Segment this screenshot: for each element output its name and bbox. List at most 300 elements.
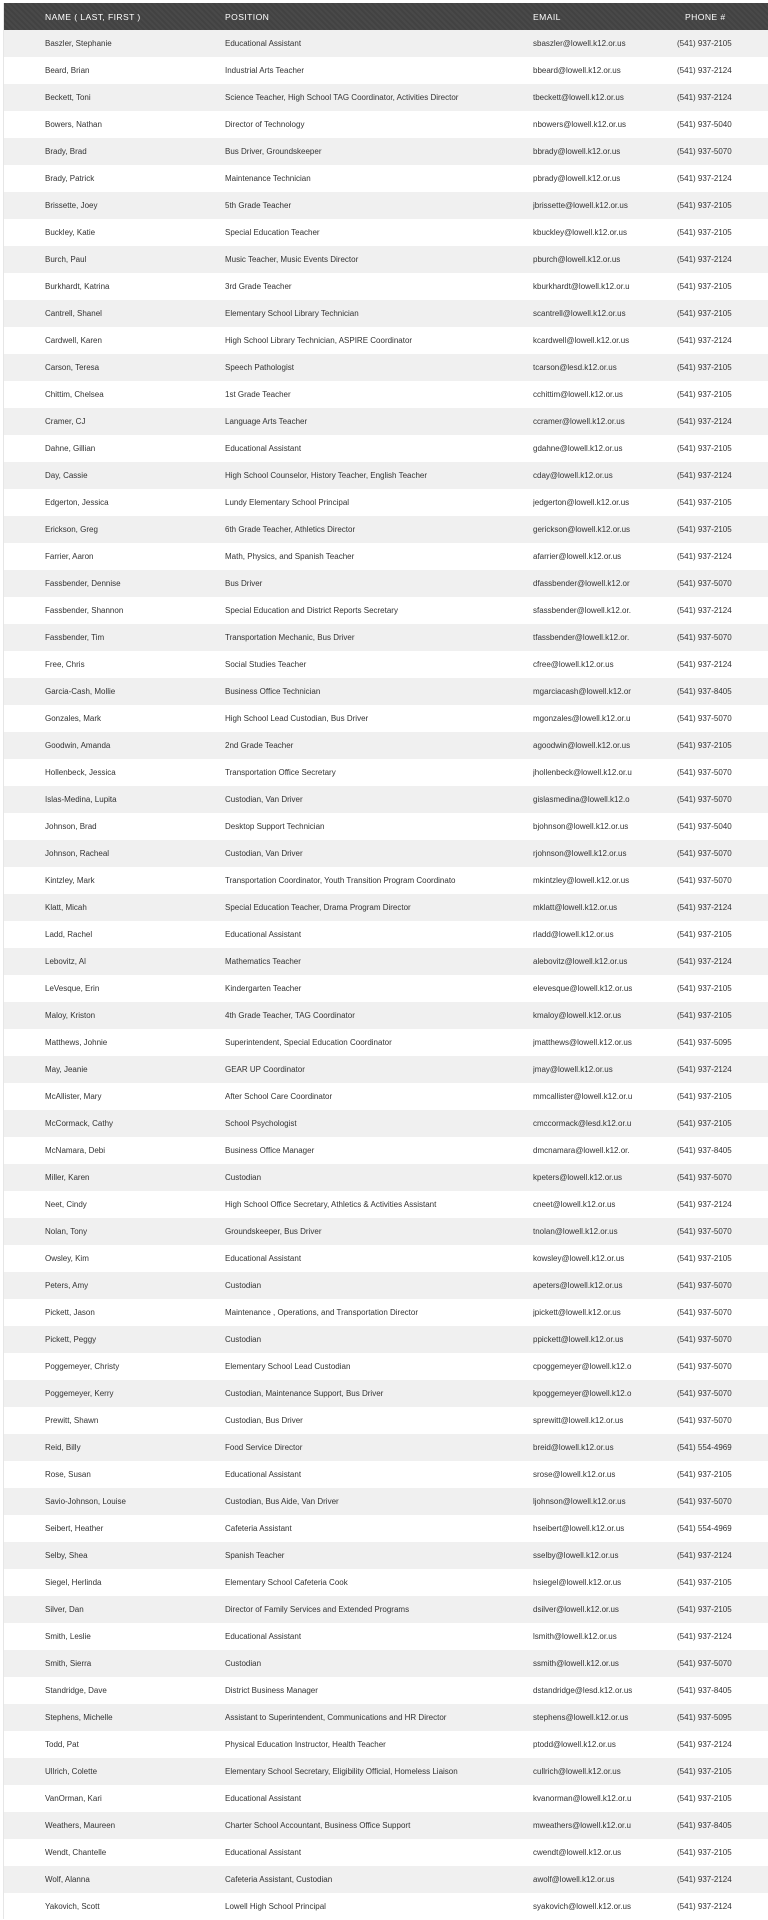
staff-email-link[interactable]: ljohnson@lowell.k12.or.us — [533, 1497, 626, 1506]
staff-email-link[interactable]: cmccormack@lesd.k12.or.u — [533, 1119, 632, 1128]
staff-name: Free, Chris — [45, 660, 85, 669]
table-row — [4, 1488, 768, 1515]
staff-phone: (541) 937-2124 — [677, 174, 732, 183]
staff-name: Hollenbeck, Jessica — [45, 768, 116, 777]
staff-position: Educational Assistant — [225, 1254, 302, 1263]
staff-phone: (541) 937-2105 — [677, 525, 732, 534]
staff-email-link[interactable]: kpeters@lowell.k12.or.us — [533, 1173, 623, 1182]
staff-email-link[interactable]: jedgerton@lowell.k12.or.us — [533, 498, 630, 507]
table-row — [4, 462, 768, 489]
staff-phone: (541) 937-5070 — [677, 579, 732, 588]
staff-email-link[interactable]: apeters@lowell.k12.or.us — [533, 1281, 623, 1290]
staff-email-link[interactable]: pbrady@lowell.k12.or.us — [533, 174, 621, 183]
staff-email-link[interactable]: mweathers@lowell.k12.or.u — [533, 1821, 631, 1830]
staff-position: Custodian, Bus Driver — [225, 1416, 303, 1425]
staff-position: Educational Assistant — [225, 1794, 302, 1803]
staff-position: Social Studies Teacher — [225, 660, 307, 669]
table-row — [4, 597, 768, 624]
staff-position: 6th Grade Teacher, Athletics Director — [225, 525, 356, 534]
staff-position: Superintendent, Special Education Coordinator — [225, 1038, 392, 1047]
staff-email-link[interactable]: gislasmedina@lowell.k12.o — [533, 795, 630, 804]
table-row — [4, 1596, 768, 1623]
staff-email-link[interactable]: sbaszler@lowell.k12.or.us — [533, 39, 626, 48]
staff-position: Educational Assistant — [225, 1470, 302, 1479]
staff-phone: (541) 937-2124 — [677, 1875, 732, 1884]
staff-position: 3rd Grade Teacher — [225, 282, 292, 291]
staff-phone: (541) 937-2124 — [677, 66, 732, 75]
staff-name: Brady, Brad — [45, 147, 87, 156]
staff-name: Poggemeyer, Kerry — [45, 1389, 114, 1398]
staff-phone: (541) 937-5095 — [677, 1713, 732, 1722]
staff-email-link[interactable]: pburch@lowell.k12.or.us — [533, 255, 621, 264]
staff-name: Pickett, Peggy — [45, 1335, 97, 1344]
table-row — [4, 840, 768, 867]
table-row — [4, 1029, 768, 1056]
staff-phone: (541) 937-2124 — [677, 660, 732, 669]
staff-email-link[interactable]: bbrady@lowell.k12.or.us — [533, 147, 621, 156]
staff-position: Cafeteria Assistant, Custodian — [225, 1875, 333, 1884]
staff-position: High School Counselor, History Teacher, English Teacher — [225, 471, 428, 480]
staff-phone: (541) 937-2105 — [677, 1470, 732, 1479]
staff-position: Special Education Teacher, Drama Program Director — [225, 903, 411, 912]
staff-name: LeVesque, Erin — [45, 984, 100, 993]
staff-email-link[interactable]: jbrissette@lowell.k12.or.us — [533, 201, 628, 210]
staff-position: Educational Assistant — [225, 39, 302, 48]
staff-phone: (541) 937-2105 — [677, 984, 732, 993]
table-row — [4, 273, 768, 300]
staff-position: 4th Grade Teacher, TAG Coordinator — [225, 1011, 355, 1020]
staff-name: Reid, Billy — [45, 1443, 81, 1452]
table-row — [4, 948, 768, 975]
staff-email-link[interactable]: kowsley@lowell.k12.or.us — [533, 1254, 625, 1263]
staff-position: Custodian — [225, 1335, 262, 1344]
table-row — [4, 705, 768, 732]
staff-position: Speech Pathologist — [225, 363, 294, 372]
table-row — [4, 867, 768, 894]
staff-name: Yakovich, Scott — [45, 1902, 100, 1911]
staff-phone: (541) 937-5070 — [677, 1281, 732, 1290]
staff-phone: (541) 554-4969 — [677, 1524, 732, 1533]
staff-phone: (541) 937-5070 — [677, 795, 732, 804]
staff-email-link[interactable]: tbeckett@lowell.k12.or.us — [533, 93, 624, 102]
staff-name: Standridge, Dave — [45, 1686, 107, 1695]
table-row — [4, 300, 768, 327]
staff-email-link[interactable]: bjohnson@lowell.k12.or.us — [533, 822, 629, 831]
staff-email-link[interactable]: tnolan@lowell.k12.or.us — [533, 1227, 618, 1236]
staff-table — [4, 3, 768, 1920]
staff-email-link[interactable]: mgonzales@lowell.k12.or.u — [533, 714, 631, 723]
table-row — [4, 1380, 768, 1407]
staff-name: Poggemeyer, Christy — [45, 1362, 120, 1371]
table-row — [4, 327, 768, 354]
staff-position: Educational Assistant — [225, 930, 302, 939]
table-row — [4, 1272, 768, 1299]
staff-name: Wolf, Alanna — [45, 1875, 90, 1884]
staff-position: Transportation Office Secretary — [225, 768, 336, 777]
staff-name: Lebovitz, Al — [45, 957, 86, 966]
staff-name: Wendt, Chantelle — [45, 1848, 107, 1857]
table-row — [4, 516, 768, 543]
staff-email-link[interactable]: stephens@lowell.k12.or.us — [533, 1713, 629, 1722]
staff-position: Physical Education Instructor, Health Teacher — [225, 1740, 386, 1749]
staff-position: High School Office Secretary, Athletics & Activities Assistant — [225, 1200, 437, 1209]
staff-phone: (541) 937-8405 — [677, 687, 732, 696]
staff-email-link[interactable]: cwendt@lowell.k12.or.us — [533, 1848, 622, 1857]
staff-phone: (541) 937-8405 — [677, 1821, 732, 1830]
staff-position: Educational Assistant — [225, 1632, 302, 1641]
staff-position: Elementary School Lead Custodian — [225, 1362, 351, 1371]
staff-name: Weathers, Maureen — [45, 1821, 116, 1830]
staff-name: Beard, Brian — [45, 66, 90, 75]
staff-position: Kindergarten Teacher — [225, 984, 302, 993]
staff-email-link[interactable]: hseibert@lowell.k12.or.us — [533, 1524, 625, 1533]
table-row — [4, 1299, 768, 1326]
staff-email-link[interactable]: kmaloy@lowell.k12.or.us — [533, 1011, 622, 1020]
staff-position: Transportation Coordinator, Youth Transition Program Coordinato — [225, 876, 456, 885]
column-header-email: EMAIL — [533, 11, 561, 22]
table-row — [4, 1785, 768, 1812]
staff-position: Business Office Technician — [225, 687, 321, 696]
staff-name: Carson, Teresa — [45, 363, 100, 372]
staff-position: Special Education and District Reports Secretary — [225, 606, 398, 615]
staff-position: Music Teacher, Music Events Director — [225, 255, 359, 264]
staff-phone: (541) 937-5040 — [677, 120, 732, 129]
staff-name: McNamara, Debi — [45, 1146, 106, 1155]
staff-name: Islas-Medina, Lupita — [45, 795, 117, 804]
staff-position: Custodian, Van Driver — [225, 795, 303, 804]
staff-email-link[interactable]: dsilver@lowell.k12.or.us — [533, 1605, 619, 1614]
staff-phone: (541) 937-8405 — [677, 1146, 732, 1155]
staff-phone: (541) 937-2105 — [677, 390, 732, 399]
staff-phone: (541) 937-2105 — [677, 1767, 732, 1776]
staff-phone: (541) 937-2105 — [677, 1011, 732, 1020]
table-row — [4, 1407, 768, 1434]
table-row — [4, 894, 768, 921]
staff-phone: (541) 937-2105 — [677, 1092, 732, 1101]
table-row — [4, 1515, 768, 1542]
staff-position: Food Service Director — [225, 1443, 303, 1452]
staff-email-link[interactable]: sselby@lowell.k12.or.us — [533, 1551, 619, 1560]
table-row — [4, 921, 768, 948]
staff-position: Business Office Manager — [225, 1146, 315, 1155]
staff-name: Prewitt, Shawn — [45, 1416, 99, 1425]
staff-phone: (541) 937-2105 — [677, 1254, 732, 1263]
staff-position: High School Library Technician, ASPIRE Coordinator — [225, 336, 413, 345]
table-row — [4, 570, 768, 597]
staff-email-link[interactable]: lsmith@lowell.k12.or.us — [533, 1632, 617, 1641]
staff-email-link[interactable]: jpickett@lowell.k12.or.us — [533, 1308, 621, 1317]
table-row — [4, 1326, 768, 1353]
staff-position: Lowell High School Principal — [225, 1902, 326, 1911]
staff-email-link[interactable]: ptodd@lowell.k12.or.us — [533, 1740, 616, 1749]
staff-phone: (541) 937-2124 — [677, 903, 732, 912]
staff-phone: (541) 937-2124 — [677, 1902, 732, 1911]
staff-position: Charter School Accountant, Business Office Support — [225, 1821, 411, 1830]
table-row — [4, 1758, 768, 1785]
staff-name: Smith, Sierra — [45, 1659, 92, 1668]
staff-name: Rose, Susan — [45, 1470, 91, 1479]
staff-email-link[interactable]: cpoggemeyer@lowell.k12.o — [533, 1362, 632, 1371]
staff-email-link[interactable]: dfassbender@lowell.k12.or — [533, 579, 630, 588]
staff-phone: (541) 937-5070 — [677, 147, 732, 156]
staff-phone: (541) 937-2105 — [677, 201, 732, 210]
column-header-phone: PHONE # — [685, 11, 726, 22]
table-row — [4, 1191, 768, 1218]
staff-email-link[interactable]: cday@lowell.k12.or.us — [533, 471, 613, 480]
table-row — [4, 192, 768, 219]
staff-email-link[interactable]: dstandridge@lesd.k12.or.us — [533, 1686, 633, 1695]
staff-email-link[interactable]: gdahne@lowell.k12.or.us — [533, 444, 623, 453]
staff-email-link[interactable]: ccramer@lowell.k12.or.us — [533, 417, 625, 426]
table-row — [4, 435, 768, 462]
staff-phone: (541) 937-5070 — [677, 849, 732, 858]
staff-email-link[interactable]: srose@lowell.k12.or.us — [533, 1470, 616, 1479]
staff-email-link[interactable]: ppickett@lowell.k12.or.us — [533, 1335, 624, 1344]
staff-phone: (541) 937-5070 — [677, 633, 732, 642]
staff-name: Ullrich, Colette — [45, 1767, 98, 1776]
staff-phone: (541) 937-2105 — [677, 498, 732, 507]
table-row — [4, 1677, 768, 1704]
staff-name: May, Jeanie — [45, 1065, 88, 1074]
staff-email-link[interactable]: cneet@lowell.k12.or.us — [533, 1200, 616, 1209]
staff-name: Beckett, Toni — [45, 93, 91, 102]
staff-position: Science Teacher, High School TAG Coordinator, Activities Director — [225, 93, 459, 102]
staff-phone: (541) 937-5070 — [677, 1173, 732, 1182]
staff-email-link[interactable]: sprewitt@lowell.k12.or.us — [533, 1416, 624, 1425]
staff-email-link[interactable]: kbuckley@lowell.k12.or.us — [533, 228, 627, 237]
staff-phone: (541) 937-2105 — [677, 741, 732, 750]
staff-email-link[interactable]: scantrell@lowell.k12.or.us — [533, 309, 626, 318]
staff-name: Farrier, Aaron — [45, 552, 94, 561]
staff-phone: (541) 937-2124 — [677, 552, 732, 561]
staff-email-link[interactable]: rladd@lowell.k12.or.us — [533, 930, 614, 939]
staff-email-link[interactable]: agoodwin@lowell.k12.or.us — [533, 741, 631, 750]
staff-phone: (541) 937-2124 — [677, 255, 732, 264]
staff-name: Chittim, Chelsea — [45, 390, 104, 399]
staff-email-link[interactable]: afarrier@lowell.k12.or.us — [533, 552, 622, 561]
staff-position: GEAR UP Coordinator — [225, 1065, 305, 1074]
staff-phone: (541) 937-2124 — [677, 606, 732, 615]
staff-phone: (541) 937-5070 — [677, 768, 732, 777]
staff-name: Bowers, Nathan — [45, 120, 102, 129]
staff-email-link[interactable]: jhollenbeck@lowell.k12.or.u — [533, 768, 632, 777]
staff-email-link[interactable]: kvanorman@lowell.k12.or.u — [533, 1794, 632, 1803]
staff-position: Bus Driver — [225, 579, 263, 588]
staff-phone: (541) 937-2105 — [677, 1578, 732, 1587]
staff-phone: (541) 937-2105 — [677, 1848, 732, 1857]
staff-name: Silver, Dan — [45, 1605, 84, 1614]
table-row — [4, 1083, 768, 1110]
table-row — [4, 1137, 768, 1164]
staff-email-link[interactable]: awolf@lowell.k12.or.us — [533, 1875, 615, 1884]
staff-phone: (541) 937-2124 — [677, 957, 732, 966]
staff-name: Day, Cassie — [45, 471, 88, 480]
table-row — [4, 786, 768, 813]
table-row — [4, 1434, 768, 1461]
table-row — [4, 1245, 768, 1272]
staff-name: Miller, Karen — [45, 1173, 90, 1182]
staff-email-link[interactable]: kburkhardt@lowell.k12.or.u — [533, 282, 630, 291]
table-row — [4, 408, 768, 435]
table-row — [4, 1002, 768, 1029]
staff-position: Educational Assistant — [225, 1848, 302, 1857]
table-row — [4, 1164, 768, 1191]
staff-position: After School Care Coordinator — [225, 1092, 333, 1101]
staff-phone: (541) 937-5070 — [677, 714, 732, 723]
staff-position: Cafeteria Assistant — [225, 1524, 292, 1533]
staff-email-link[interactable]: mkintzley@lowell.k12.or.us — [533, 876, 630, 885]
staff-name: Ladd, Rachel — [45, 930, 93, 939]
staff-position: High School Lead Custodian, Bus Driver — [225, 714, 369, 723]
staff-email-link[interactable]: mgarciacash@lowell.k12.or — [533, 687, 631, 696]
staff-phone: (541) 937-5070 — [677, 1227, 732, 1236]
staff-name: VanOrman, Kari — [45, 1794, 102, 1803]
staff-email-link[interactable]: mmcallister@lowell.k12.or.u — [533, 1092, 633, 1101]
staff-phone: (541) 937-5070 — [677, 1497, 732, 1506]
staff-phone: (541) 937-2124 — [677, 1065, 732, 1074]
staff-name: Savio-Johnson, Louise — [45, 1497, 126, 1506]
staff-position: Mathematics Teacher — [225, 957, 301, 966]
staff-name: Neet, Cindy — [45, 1200, 87, 1209]
staff-phone: (541) 554-4969 — [677, 1443, 732, 1452]
staff-phone: (541) 937-5070 — [677, 1308, 732, 1317]
staff-position: Director of Family Services and Extended Programs — [225, 1605, 410, 1614]
staff-name: Erickson, Greg — [45, 525, 98, 534]
staff-table-body — [4, 30, 768, 1920]
table-row — [4, 84, 768, 111]
staff-position: 5th Grade Teacher — [225, 201, 292, 210]
staff-phone: (541) 937-2105 — [677, 39, 732, 48]
staff-position: District Business Manager — [225, 1686, 318, 1695]
staff-email-link[interactable]: jmatthews@lowell.k12.or.us — [533, 1038, 632, 1047]
table-row — [4, 246, 768, 273]
staff-position: Director of Technology — [225, 120, 305, 129]
table-row — [4, 1569, 768, 1596]
staff-name: Maloy, Kriston — [45, 1011, 96, 1020]
staff-email-link[interactable]: sfassbender@lowell.k12.or. — [533, 606, 631, 615]
staff-email-link[interactable]: alebovitz@lowell.k12.or.us — [533, 957, 628, 966]
staff-email-link[interactable]: kcardwell@lowell.k12.or.us — [533, 336, 630, 345]
staff-phone: (541) 937-2124 — [677, 1740, 732, 1749]
staff-name: Cramer, CJ — [45, 417, 86, 426]
staff-name: Johnson, Brad — [45, 822, 97, 831]
staff-name: McCormack, Cathy — [45, 1119, 114, 1128]
staff-name: Buckley, Katie — [45, 228, 96, 237]
table-row — [4, 678, 768, 705]
staff-email-link[interactable]: nbowers@lowell.k12.or.us — [533, 120, 627, 129]
staff-email-link[interactable]: elevesque@lowell.k12.or.us — [533, 984, 633, 993]
table-row — [4, 165, 768, 192]
table-row — [4, 651, 768, 678]
staff-email-link[interactable]: ssmith@lowell.k12.or.us — [533, 1659, 619, 1668]
table-row — [4, 1650, 768, 1677]
table-row — [4, 111, 768, 138]
staff-phone: (541) 937-2124 — [677, 1632, 732, 1641]
staff-email-link[interactable]: cullrich@lowell.k12.or.us — [533, 1767, 621, 1776]
staff-email-link[interactable]: cfree@lowell.k12.or.us — [533, 660, 614, 669]
column-header-position: POSITION — [225, 11, 270, 22]
staff-email-link[interactable]: cchittim@lowell.k12.or.us — [533, 390, 623, 399]
staff-position: Custodian, Bus Aide, Van Driver — [225, 1497, 339, 1506]
table-row — [4, 1353, 768, 1380]
table-row — [4, 624, 768, 651]
staff-position: Bus Driver, Groundskeeper — [225, 147, 322, 156]
staff-position: Elementary School Secretary, Eligibility Official, Homeless Liaison — [225, 1767, 458, 1776]
staff-directory — [3, 3, 768, 1919]
table-row — [4, 1056, 768, 1083]
staff-position: Elementary School Library Technician — [225, 309, 359, 318]
table-row — [4, 57, 768, 84]
staff-phone: (541) 937-2124 — [677, 1551, 732, 1560]
staff-position: Custodian, Maintenance Support, Bus Driver — [225, 1389, 384, 1398]
staff-email-link[interactable]: kpoggemeyer@lowell.k12.o — [533, 1389, 632, 1398]
staff-name: Brady, Patrick — [45, 174, 95, 183]
staff-name: Kintzley, Mark — [45, 876, 95, 885]
table-row — [4, 813, 768, 840]
staff-name: Burch, Paul — [45, 255, 87, 264]
staff-email-link[interactable]: bbeard@lowell.k12.or.us — [533, 66, 621, 75]
staff-email-link[interactable]: tcarson@lesd.k12.or.us — [533, 363, 617, 372]
staff-position: Special Education Teacher — [225, 228, 320, 237]
staff-name: Klatt, Micah — [45, 903, 87, 912]
staff-email-link[interactable]: rjohnson@lowell.k12.or.us — [533, 849, 627, 858]
staff-name: Todd, Pat — [45, 1740, 79, 1749]
staff-name: McAllister, Mary — [45, 1092, 102, 1101]
staff-email-link[interactable]: gerickson@lowell.k12.or.us — [533, 525, 631, 534]
staff-email-link[interactable]: mklatt@lowell.k12.or.us — [533, 903, 618, 912]
staff-name: Siegel, Herlinda — [45, 1578, 102, 1587]
staff-name: Fassbender, Dennise — [45, 579, 121, 588]
staff-phone: (541) 937-2124 — [677, 93, 732, 102]
table-row — [4, 30, 768, 57]
staff-phone: (541) 937-2124 — [677, 336, 732, 345]
staff-name: Owsley, Kim — [45, 1254, 89, 1263]
staff-position: Language Arts Teacher — [225, 417, 308, 426]
staff-position: Custodian, Van Driver — [225, 849, 303, 858]
staff-email-link[interactable]: dmcnamara@lowell.k12.or. — [533, 1146, 630, 1155]
staff-name: Garcia-Cash, Mollie — [45, 687, 116, 696]
staff-phone: (541) 937-5070 — [677, 876, 732, 885]
table-row — [4, 1839, 768, 1866]
staff-phone: (541) 937-2105 — [677, 309, 732, 318]
staff-email-link[interactable]: jmay@lowell.k12.or.us — [533, 1065, 613, 1074]
staff-email-link[interactable]: tfassbender@lowell.k12.or. — [533, 633, 630, 642]
staff-phone: (541) 937-2105 — [677, 1794, 732, 1803]
staff-phone: (541) 937-5070 — [677, 1362, 732, 1371]
staff-phone: (541) 937-2124 — [677, 1200, 732, 1209]
staff-position: Elementary School Cafeteria Cook — [225, 1578, 348, 1587]
staff-email-link[interactable]: syakovich@lowell.k12.or.us — [533, 1902, 631, 1911]
table-row — [4, 759, 768, 786]
staff-name: Baszler, Stephanie — [45, 39, 112, 48]
table-row — [4, 354, 768, 381]
table-row — [4, 219, 768, 246]
staff-phone: (541) 937-5070 — [677, 1335, 732, 1344]
staff-name: Peters, Amy — [45, 1281, 89, 1290]
staff-phone: (541) 937-5070 — [677, 1659, 732, 1668]
table-row — [4, 1866, 768, 1893]
staff-email-link[interactable]: hsiegel@lowell.k12.or.us — [533, 1578, 622, 1587]
staff-email-link[interactable]: breid@lowell.k12.or.us — [533, 1443, 614, 1452]
staff-name: Selby, Shea — [45, 1551, 88, 1560]
staff-phone: (541) 937-5095 — [677, 1038, 732, 1047]
table-row — [4, 381, 768, 408]
staff-phone: (541) 937-8405 — [677, 1686, 732, 1695]
staff-position: Assistant to Superintendent, Communications and HR Director — [225, 1713, 447, 1722]
staff-name: Seibert, Heather — [45, 1524, 104, 1533]
table-row — [4, 489, 768, 516]
table-row — [4, 1731, 768, 1758]
